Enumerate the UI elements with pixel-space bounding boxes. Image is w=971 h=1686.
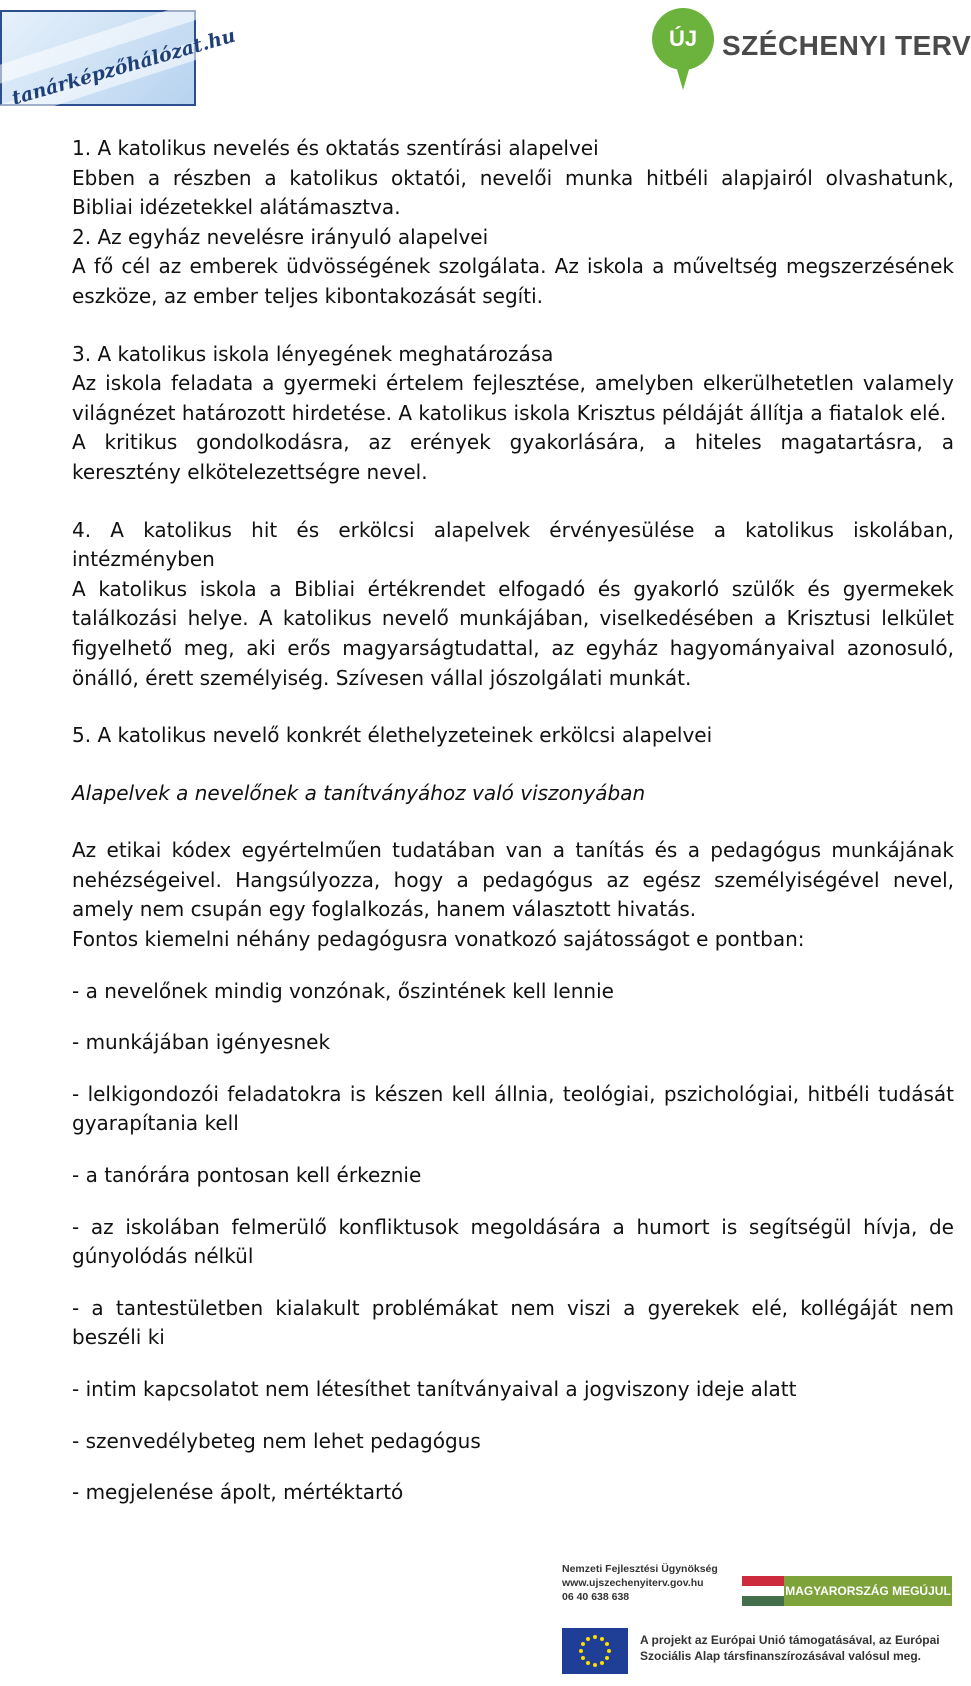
paragraph: Az iskola feladata a gyermeki értelem fejlesztése, amelyben elkerülhetetlen valamely világnézet határozott hirdetése. A katolikus iskola Krisztus példáját állítja a fiatalok elé. <box>72 371 954 425</box>
paragraph: A kritikus gondolkodásra, az erények gyakorlására, a hiteles magatartásra, a keresztény elkötelezettségre nevel. <box>72 430 954 484</box>
eu-funding-text <box>640 1632 940 1664</box>
list-item: - szenvedélybeteg nem lehet pedagógus <box>72 1428 481 1453</box>
list-item: - intim kapcsolatot nem létesíthet tanítványaival a jogviszony ideje alatt <box>72 1377 797 1401</box>
document-body <box>72 134 954 1530</box>
logo-pin-text: ÚJ <box>668 26 698 51</box>
section-heading: 1. A katolikus nevelés és oktatás szentírási alapelvei <box>72 136 599 160</box>
paragraph: A katolikus iskola a Bibliai értékrendet elfogadó és gyakorló szülők és gyermekek találkozási helye. A katolikus nevelő munkájában, viselkedésében a Krisztusi lelkület figyelhető meg, aki erős magyarságtudattal, az egyház hagyományaival azonosuló, önálló, érett személyiség. Szívesen vállal jószolgálati munkát. <box>72 576 954 690</box>
agency-info <box>562 1562 718 1604</box>
subheading: Alapelvek a nevelőnek a tanítványához való viszonyában <box>72 780 646 805</box>
list-item: - a tantestületben kialakult problémákat nem viszi a gyerekek elé, kollégáját nem beszéli ki <box>72 1295 954 1350</box>
paragraph: Fontos kiemelni néhány pedagógusra vonatkozó sajátosságot e pontban: <box>72 927 805 952</box>
agency-phone: 06 40 638 638 <box>562 1591 630 1603</box>
hungarian-flag-icon <box>742 1576 784 1606</box>
agency-website: www.ujszechenyiterv.gov.hu <box>562 1577 704 1589</box>
section-heading: 4. A katolikus hit és erkölcsi alapelvek érvényesülése a katolikus iskolában, intézményben <box>72 517 954 572</box>
footer <box>562 1560 954 1680</box>
list-item: - a nevelőnek mindig vonzónak, őszintének kell lennie <box>72 978 614 1003</box>
section-heading: 5. A katolikus nevelő konkrét élethelyzeteinek erkölcsi alapelvei <box>72 723 713 748</box>
tanarkepzo-logo-text: tanárképzőhálózat.hu <box>9 24 238 110</box>
eu-flag-icon <box>562 1628 628 1674</box>
list-item: - munkájában igényesnek <box>72 1030 331 1055</box>
eu-funding-line: A projekt az Európai Unió támogatásával, az Európai <box>640 1633 940 1647</box>
paragraph: A fő cél az emberek üdvösségének szolgálata. Az iskola a műveltség megszerzésének eszköze, az ember teljes kibontakozását segíti. <box>72 254 954 308</box>
list-item: - megjelenése ápolt, mértéktartó <box>72 1480 404 1505</box>
szechenyi-terv-logo <box>652 8 971 104</box>
section-heading: 2. Az egyház nevelésre irányuló alapelvei <box>72 224 489 249</box>
paragraph: Az etikai kódex egyértelműen tudatában van a tanítás és a pedagógus munkájának nehézségeivel. Hangsúlyozza, hogy a pedagógus az egész személyiségével nevel, amely nem csupán egy foglalkozás, hanem választott hivatás. <box>72 838 954 922</box>
agency-name: Nemzeti Fejlesztési Ügynökség <box>562 1563 718 1575</box>
logo-brand-text: SZÉCHENYI TERV <box>722 30 971 61</box>
list-item: - lelkigondozói feladatokra is készen kell állnia, teológiai, pszichológiai, hitbéli tudását gyarapítania kell <box>72 1081 954 1136</box>
section-heading: 3. A katolikus iskola lényegének meghatározása <box>72 341 554 366</box>
tanarkepzo-logo <box>0 10 238 110</box>
paragraph: Ebben a részben a katolikus oktatói, nevelői munka hitbéli alapjairól olvashatunk, Bibliai idézetekkel alátámasztva. <box>72 165 954 220</box>
eu-funding-line: Szociális Alap társfinanszírozásával valósul meg. <box>640 1649 921 1663</box>
list-item: - az iskolában felmerülő konfliktusok megoldására a humort is segítségül hívja, de gúnyolódás nélkül <box>72 1214 954 1269</box>
magyarorszag-megujul-banner: MAGYARORSZÁG MEGÚJUL <box>784 1576 952 1606</box>
list-item: - a tanórára pontosan kell érkeznie <box>72 1163 422 1188</box>
